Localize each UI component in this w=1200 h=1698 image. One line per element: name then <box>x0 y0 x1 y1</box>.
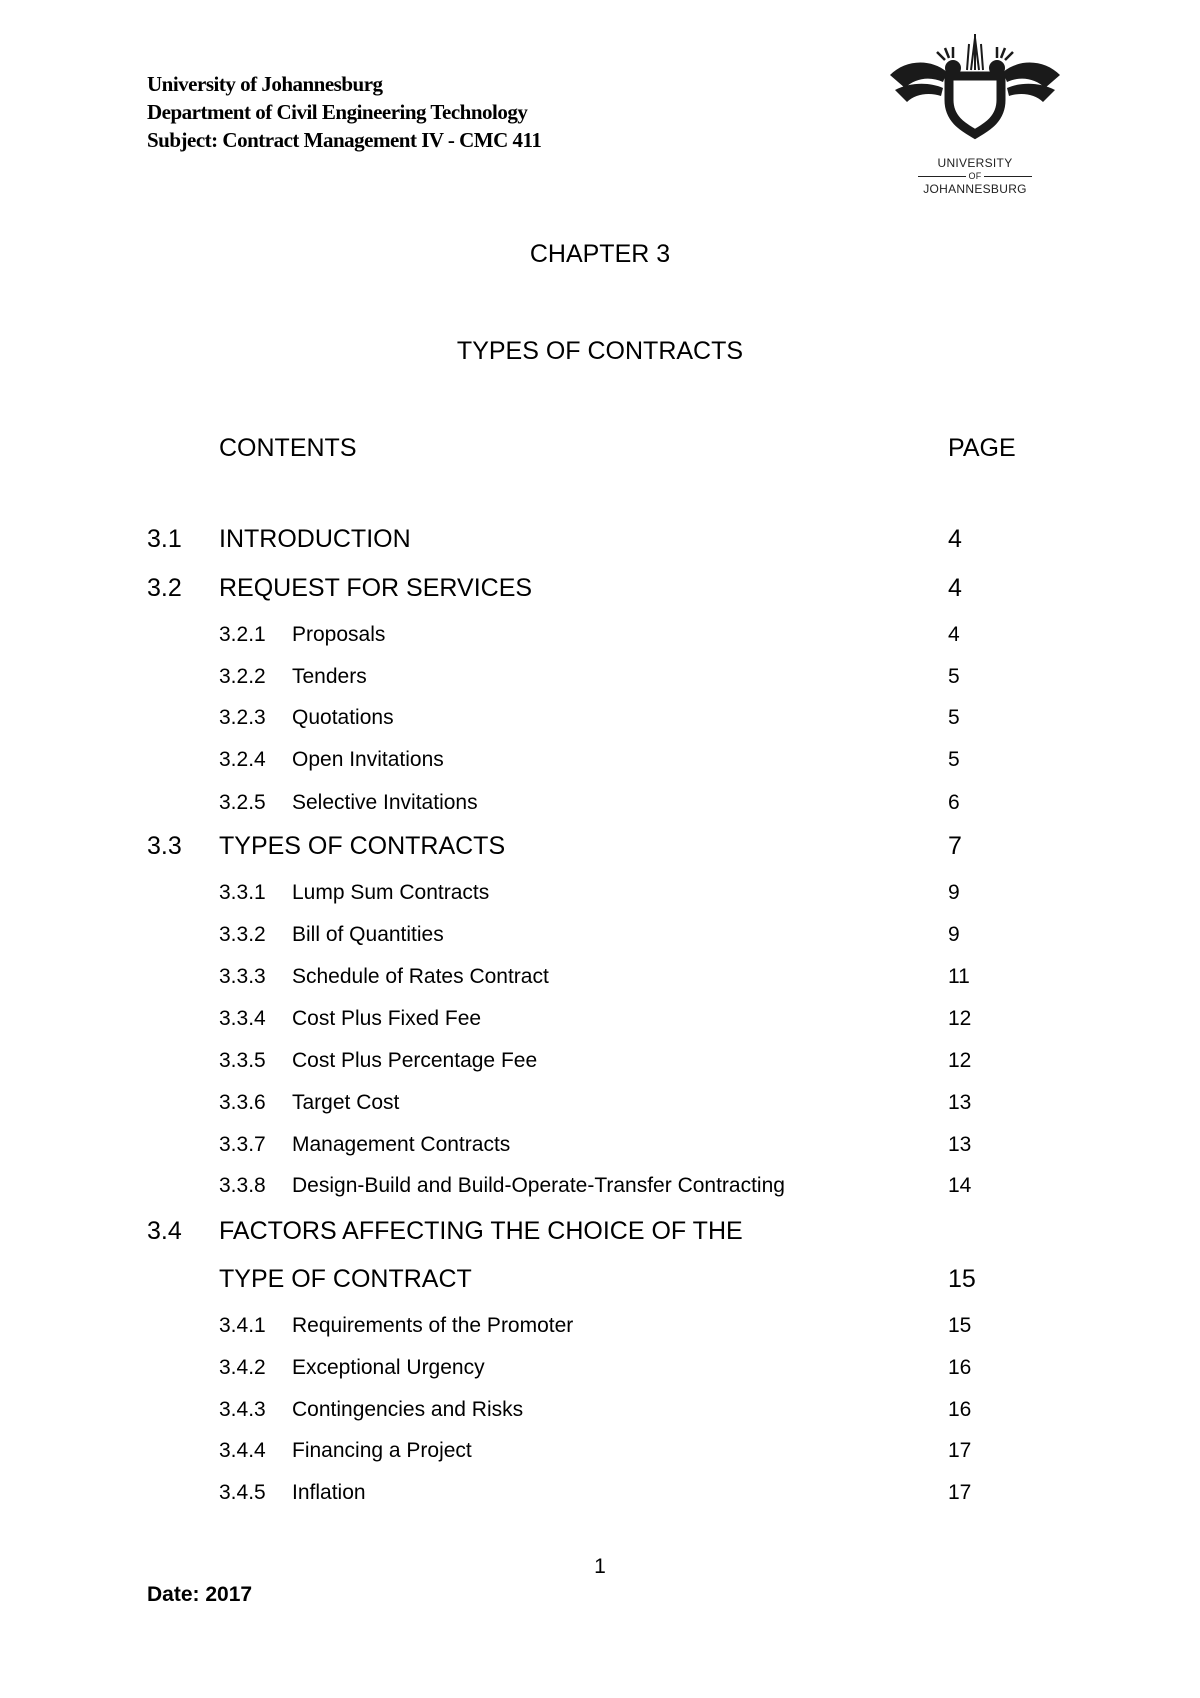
toc-title: Exceptional Urgency <box>292 1356 485 1379</box>
toc-number: 3.4.2 <box>219 1356 266 1379</box>
toc-page: 4 <box>948 525 962 553</box>
toc-page: 13 <box>948 1133 972 1156</box>
toc-number: 3.4.3 <box>219 1398 266 1421</box>
document-date: Date: 2017 <box>147 1583 253 1606</box>
toc-page: 4 <box>948 623 960 646</box>
toc-title: TYPE OF CONTRACT <box>219 1265 472 1293</box>
toc-title: Open Invitations <box>292 748 444 771</box>
toc-page: 13 <box>948 1091 972 1114</box>
toc-page: 12 <box>948 1007 972 1030</box>
document-header <box>147 70 541 154</box>
university-name: University of Johannesburg <box>147 72 383 96</box>
toc-title: TYPES OF CONTRACTS <box>219 832 506 860</box>
toc-number: 3.4.4 <box>219 1439 266 1462</box>
toc-page: 15 <box>948 1265 976 1293</box>
toc-title: Design-Build and Build-Operate-Transfer Contracting <box>292 1174 785 1197</box>
toc-row-3-4-3 <box>0 1398 1200 1438</box>
toc-page: 5 <box>948 748 960 771</box>
toc-title: Tenders <box>292 665 367 688</box>
toc-page: 17 <box>948 1481 972 1504</box>
toc-number: 3.2.1 <box>219 623 266 646</box>
subject-line: Subject: Contract Management IV - CMC 411 <box>147 128 542 152</box>
toc-row-3-3-7 <box>0 1133 1200 1173</box>
toc-number: 3.3.2 <box>219 923 266 946</box>
contents-heading: CONTENTS <box>219 434 357 462</box>
toc-row-3-2-3 <box>0 706 1200 746</box>
toc-number: 3.4 <box>147 1217 182 1245</box>
toc-number: 3.3.4 <box>219 1007 266 1030</box>
toc-number: 3.4.1 <box>219 1314 266 1337</box>
toc-row-3-4-1 <box>0 1314 1200 1354</box>
toc-page: 5 <box>948 706 960 729</box>
logo-line-johannesburg: JOHANNESBURG <box>923 182 1027 196</box>
page-heading: PAGE <box>948 434 1016 462</box>
toc-title: INTRODUCTION <box>219 525 411 553</box>
chapter-number: CHAPTER 3 <box>529 240 671 268</box>
toc-title: Schedule of Rates Contract <box>292 965 549 988</box>
toc-title: Lump Sum Contracts <box>292 881 490 904</box>
toc-page: 14 <box>948 1174 972 1197</box>
toc-row-3-2-4 <box>0 748 1200 788</box>
toc-page: 16 <box>948 1356 972 1379</box>
toc-page: 7 <box>948 832 962 860</box>
page-number: 1 <box>594 1555 606 1578</box>
toc-title: Quotations <box>292 706 394 729</box>
toc-page: 17 <box>948 1439 972 1462</box>
toc-page: 15 <box>948 1314 972 1337</box>
chapter-title: TYPES OF CONTRACTS <box>456 337 744 365</box>
toc-row-3-3 <box>0 832 1200 872</box>
toc-row-3-4 <box>0 1217 1200 1257</box>
toc-number: 3.2.4 <box>219 748 266 771</box>
toc-title: Cost Plus Percentage Fee <box>292 1049 538 1072</box>
toc-row-3-2 <box>0 574 1200 614</box>
toc-page: 9 <box>948 881 960 904</box>
toc-number: 3.3.8 <box>219 1174 266 1197</box>
toc-title: Bill of Quantities <box>292 923 444 946</box>
toc-number: 3.1 <box>147 525 182 553</box>
toc-row-3-4-5 <box>0 1481 1200 1521</box>
toc-title: Cost Plus Fixed Fee <box>292 1007 482 1030</box>
toc-page: 16 <box>948 1398 972 1421</box>
toc-title: Contingencies and Risks <box>292 1398 524 1421</box>
toc-row-3-3-2 <box>0 923 1200 963</box>
toc-number: 3.2.2 <box>219 665 266 688</box>
toc-title: Selective Invitations <box>292 791 478 814</box>
toc-title: Requirements of the Promoter <box>292 1314 574 1337</box>
toc-row-3-2-2 <box>0 665 1200 705</box>
toc-title: REQUEST FOR SERVICES <box>219 574 533 602</box>
toc-title: Financing a Project <box>292 1439 472 1462</box>
toc-row-3-3-4 <box>0 1007 1200 1047</box>
logo-of-text: OF <box>968 171 982 181</box>
toc-number: 3.2.5 <box>219 791 266 814</box>
department-name: Department of Civil Engineering Technology <box>147 100 528 124</box>
toc-number: 3.3.5 <box>219 1049 266 1072</box>
toc-title: Management Contracts <box>292 1133 511 1156</box>
toc-page: 6 <box>948 791 960 814</box>
crest-icon <box>885 30 1065 140</box>
toc-page: 5 <box>948 665 960 688</box>
toc-row-3-3-1 <box>0 881 1200 921</box>
university-logo <box>885 30 1065 200</box>
toc-page: 9 <box>948 923 960 946</box>
toc-row-3-3-5 <box>0 1049 1200 1089</box>
toc-row-3-3-8 <box>0 1174 1200 1214</box>
toc-title: Target Cost <box>292 1091 400 1114</box>
toc-row-3-3-6 <box>0 1091 1200 1131</box>
toc-number: 3.3.6 <box>219 1091 266 1114</box>
toc-title: Inflation <box>292 1481 366 1504</box>
logo-line-of <box>885 171 1065 181</box>
toc-page: 12 <box>948 1049 972 1072</box>
toc-row-3-4-2 <box>0 1356 1200 1396</box>
toc-number: 3.3.7 <box>219 1133 266 1156</box>
logo-line-university: UNIVERSITY <box>937 156 1013 170</box>
toc-page: 11 <box>948 965 970 988</box>
toc-row-3-1 <box>0 525 1200 565</box>
toc-row-3-4-continued <box>0 1265 1200 1305</box>
toc-number: 3.2.3 <box>219 706 266 729</box>
toc-number: 3.3.1 <box>219 881 266 904</box>
toc-number: 3.4.5 <box>219 1481 266 1504</box>
toc-row-3-2-1 <box>0 623 1200 663</box>
toc-number: 3.3 <box>147 832 182 860</box>
toc-number: 3.2 <box>147 574 182 602</box>
toc-title: FACTORS AFFECTING THE CHOICE OF THE <box>219 1217 743 1245</box>
toc-title: Proposals <box>292 623 386 646</box>
toc-page: 4 <box>948 574 962 602</box>
toc-row-3-2-5 <box>0 791 1200 831</box>
toc-row-3-3-3 <box>0 965 1200 1005</box>
toc-row-3-4-4 <box>0 1439 1200 1479</box>
toc-number: 3.3.3 <box>219 965 266 988</box>
